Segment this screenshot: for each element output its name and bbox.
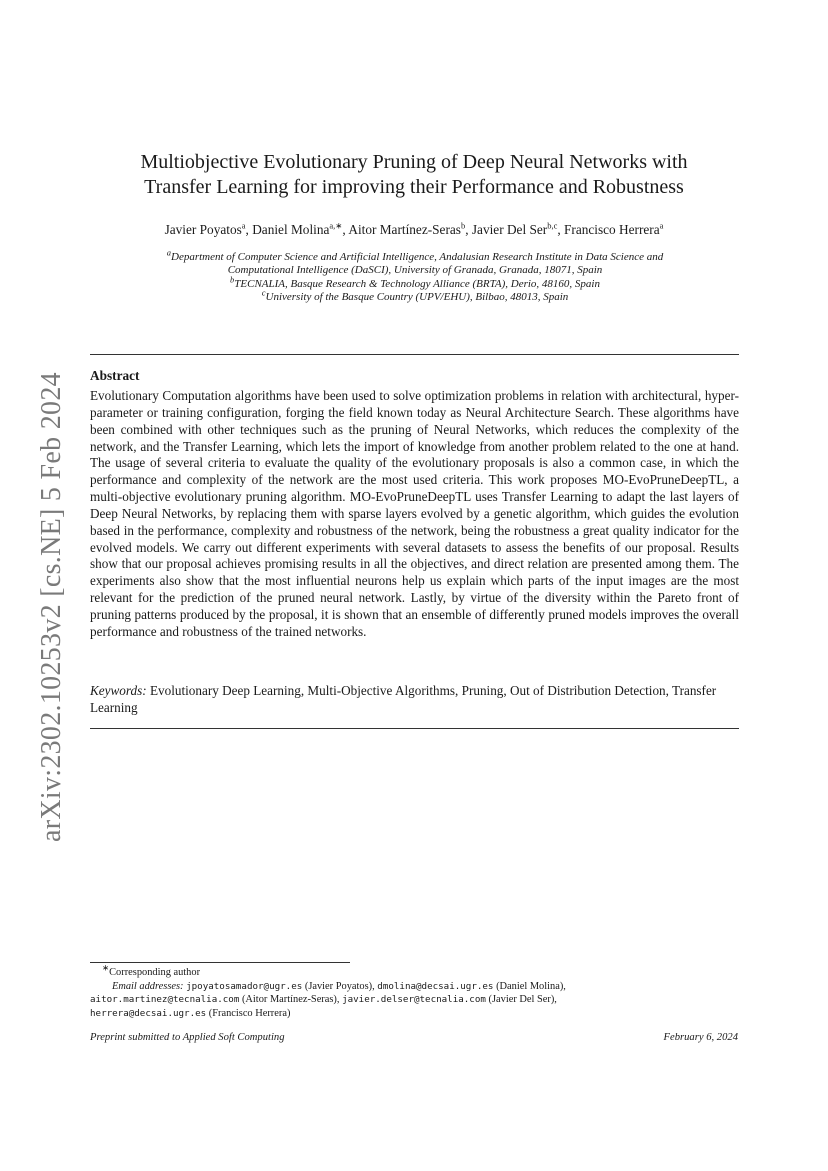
- title-line-1: Multiobjective Evolutionary Pruning of Deep Neural Networks with: [140, 151, 688, 173]
- abstract-text: Evolutionary Computation algorithms have been used to solve optimization problems in relation with architectural, hyper-parameter or training configuration, forging the field known today as Neural Architecture Search. These algorithms have been combined with other techniques such as the pruning of Neural Networks, which reduces the complexity of the network, and the Transfer Learning, which lets the import of knowledge from another problem related to the one at hand. The usage of several criteria to evaluate the quality of the evolutionary proposals is also a common case, in which the performance and complexity of the network are the most used criteria. This work proposes MO-EvoPruneDeepTL, a multi-objective evolutionary pruning algorithm. MO-EvoPruneDeepTL uses Transfer Learning to adapt the last layers of Deep Neural Networks, by replacing them with sparse layers evolved by a genetic algorithm, which guides the evolution based in the performance, complexity and robustness of the network, being the robustness a great quality indicator for the evolved models. We carry out different experiments with several datasets to assess the benefits of our proposal. Results show that our proposal achieves promising results in all the objectives, and direct relation are presented among them. The experiments also show that the most influential neurons help us explain which parts of the input images are the most relevant for the prediction of the pruned neural network. Lastly, by virtue of the diversity within the Pareto front of pruning patterns produced by the proposal, it is shown that an ensemble of differently pruned models improves the overall performance and robustness of the trained networks.: [90, 388, 739, 639]
- keywords: [90, 683, 739, 717]
- affiliation-a-continued: Computational Intelligence (DaSCI), University of Granada, Granada, 18071, Spain: [227, 264, 603, 277]
- author-5: Francisco Herrera$^a$: [564, 220, 664, 237]
- abstract-heading: Abstract: [90, 368, 140, 383]
- keywords-text: Evolutionary Deep Learning, Multi-Objective Algorithms, Pruning, Out of Distribution Detection, Transfer Learning: [90, 683, 717, 715]
- email-link[interactable]: herrera@decsai.ugr.es: [90, 1007, 207, 1019]
- email-line-2: aitor.martinez@tecnalia.com (Aitor Martínez-Seras), javier.delser@tecnalia.com (Javier Del Ser),: [90, 994, 557, 1005]
- corresponding-author-note: ∗Corresponding author: [102, 962, 201, 978]
- affiliation-a: $^a$Department of Computer Science and Artificial Intelligence, Andalusian Research Institute in Data Science and: [166, 247, 664, 263]
- email-link[interactable]: jpoyatosamador@ugr.es: [186, 980, 303, 992]
- footnote-rule: [90, 962, 350, 963]
- email-link[interactable]: javier.delser@tecnalia.com: [342, 994, 486, 1005]
- affiliations: [100, 247, 730, 304]
- affiliation-b: $^b$TECNALIA, Basque Research & Technology Alliance (BRTA), Derio, 48160, Spain: [230, 273, 600, 290]
- title-line-2: Transfer Learning for improving their Performance and Robustness: [144, 176, 684, 198]
- email-label: Email addresses:: [112, 980, 184, 992]
- preprint-note: Preprint submitted to Applied Soft Computing: [90, 1032, 285, 1043]
- author-list: [90, 222, 738, 238]
- author-3: Aitor Martínez-Seras$^b$,: [348, 220, 472, 237]
- email-link[interactable]: aitor.martinez@tecnalia.com: [90, 994, 240, 1005]
- email-link[interactable]: dmolina@decsai.ugr.es: [377, 980, 494, 992]
- abstract-top-rule: [90, 354, 739, 355]
- keywords-label: Keywords:: [90, 683, 147, 698]
- author-4: Javier Del Ser$^{b,c}$,: [471, 220, 565, 237]
- abstract-bottom-rule: [90, 728, 739, 729]
- email-line-3: herrera@decsai.ugr.es (Francisco Herrera): [90, 1007, 291, 1019]
- author-2: Daniel Molina$^{a,∗}$,: [252, 220, 349, 237]
- date: February 6, 2024: [663, 1032, 738, 1043]
- arxiv-identifier: arXiv:2302.10253v2 [cs.NE] 5 Feb 2024: [36, 372, 67, 842]
- paper-title: [90, 150, 738, 200]
- footnotes: [90, 962, 739, 1020]
- author-1: Javier Poyatos$^a$,: [164, 220, 253, 237]
- email-line-1: Email addresses: jpoyatosamador@ugr.es (Javier Poyatos), dmolina@decsai.ugr.es (Daniel Molina),: [112, 980, 566, 992]
- affiliation-c: $^c$University of the Basque Country (UPV/EHU), Bilbao, 48013, Spain: [261, 287, 569, 303]
